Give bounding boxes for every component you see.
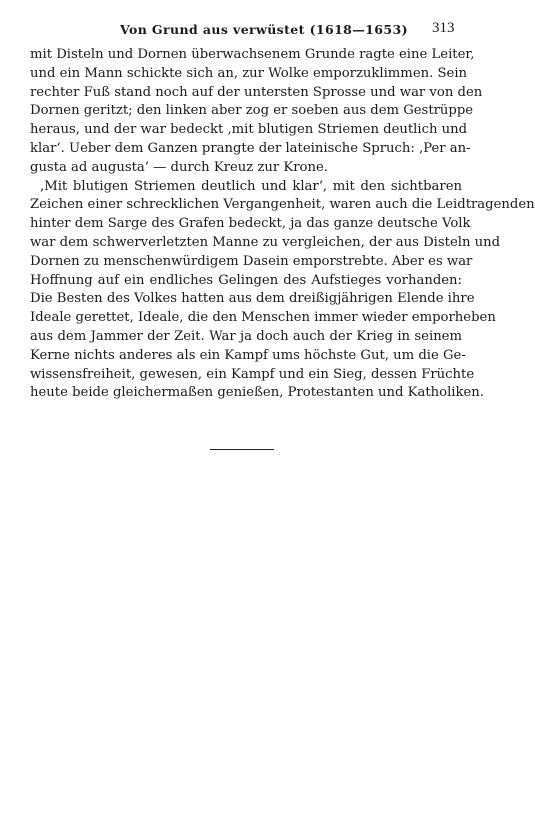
text-line: wissensfreiheit, gewesen, ein Kampf und ein Sieg, dessen Früchte — [30, 366, 475, 382]
text-line: Dornen geritzt; den linken aber zog er soeben aus dem Gestrüppe — [30, 103, 474, 119]
running-head-title: Von Grund aus verwüstet (1618—1653) — [120, 22, 408, 37]
text-line: ‚Mit blutigen Striemen deutlich und klar‘, mit den sichtbaren — [40, 178, 462, 194]
text-line: aus dem Jammer der Zeit. War ja doch auch der Krieg in seinem — [30, 328, 462, 344]
text-line: Die Besten des Volkes hatten aus dem dreißigjährigen Elende ihre — [30, 291, 475, 307]
text-line: Hoffnung auf ein endliches Gelingen des Aufstieges vorhanden: — [30, 272, 462, 288]
section-divider — [210, 449, 274, 450]
text-line: gusta ad augusta‘ — durch Kreuz zur Krone. — [30, 159, 328, 175]
body-text — [30, 46, 535, 403]
text-line: klar‘. Ueber dem Ganzen prangte der lateinische Spruch: ‚Per an- — [30, 140, 471, 156]
text-line: mit Disteln und Dornen überwachsenem Grunde ragte eine Leiter, — [30, 47, 475, 62]
text-line: Dornen zu menschenwürdigem Dasein emporstrebte. Aber es war — [30, 253, 473, 269]
text-line: heraus, und der war bedeckt ‚mit blutigen Striemen deutlich und — [30, 122, 468, 138]
text-line: heute beide gleichermaßen genießen, Protestanten und Katholiken. — [30, 385, 484, 401]
text-line: Kerne nichts anderes als ein Kampf ums höchste Gut, um die Ge- — [30, 347, 466, 363]
text-line: rechter Fuß stand noch auf der untersten Sprosse und war von den — [30, 84, 483, 100]
text-line: Ideale gerettet, Ideale, die den Menschen immer wieder emporheben — [30, 310, 496, 326]
text-line: hinter dem Sarge des Grafen bedeckt, ja das ganze deutsche Volk — [30, 216, 471, 232]
page-number: 313 — [432, 20, 455, 36]
text-line: und ein Mann schickte sich an, zur Wolke emporzuklimmen. Sein — [30, 65, 468, 81]
text-line: war dem schwerverletzten Manne zu vergleichen, der aus Disteln und — [30, 234, 501, 250]
text-line: Zeichen einer schrecklichen Vergangenheit, waren auch die Leidtragenden — [30, 197, 535, 213]
